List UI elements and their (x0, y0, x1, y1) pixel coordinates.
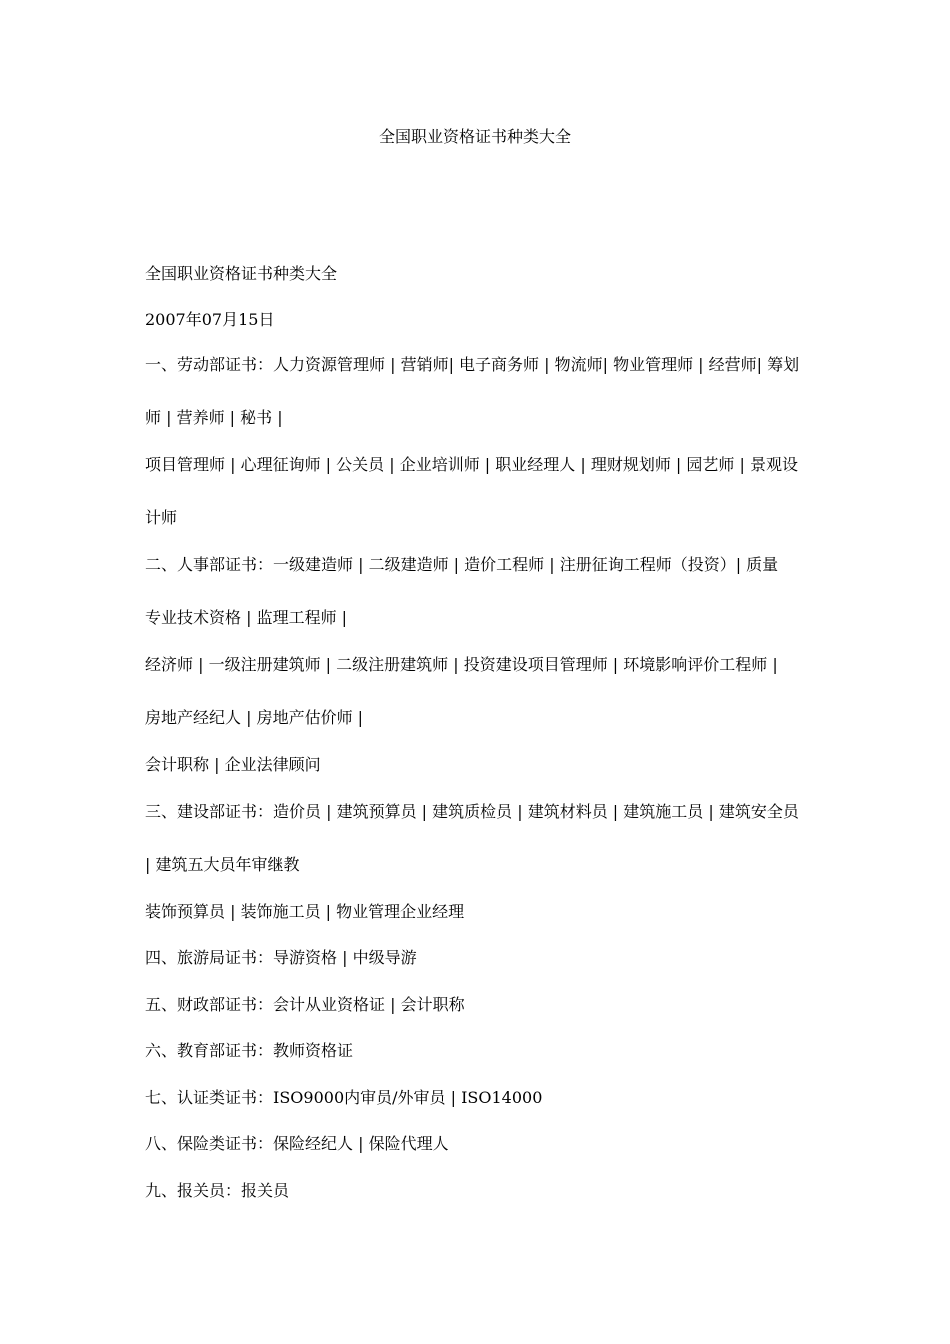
paragraph-line: 五、财政部证书：会计从业资格证 | 会计职称 (145, 995, 465, 1014)
paragraph-line: 四、旅游局证书：导游资格 | 中级导游 (145, 948, 417, 967)
paragraph-line: 七、认证类证书：ISO9000内审员/外审员 | ISO14000 (145, 1088, 543, 1107)
paragraph-line: 二、人事部证书：一级建造师 | 二级建造师 | 造价工程师 | 注册征询工程师（投资）| 质量 (145, 555, 779, 574)
paragraph-line: 计师 (145, 508, 178, 527)
document-title: 全国职业资格证书种类大全 (378, 127, 571, 146)
paragraph-line: 师 | 营养师 | 秘书 | (145, 408, 283, 427)
paragraph-line: 房地产经纪人 | 房地产估价师 | (145, 708, 364, 727)
paragraph-line: 八、保险类证书：保险经纪人 | 保险代理人 (145, 1134, 449, 1153)
paragraph-line: | 建筑五大员年审继教 (145, 855, 300, 874)
paragraph-line: 六、教育部证书：教师资格证 (145, 1041, 354, 1060)
paragraph-line: 专业技术资格 | 监理工程师 | (145, 608, 348, 627)
document-date: 2007年07月15日 (145, 310, 275, 329)
paragraph-line: 会计职称 | 企业法律顾问 (145, 755, 321, 774)
paragraph-line: 经济师 | 一级注册建筑师 | 二级注册建筑师 | 投资建设项目管理师 | 环境影响评价工程师 | (145, 655, 778, 674)
paragraph-line: 项目管理师 | 心理征询师 | 公关员 | 企业培训师 | 职业经理人 | 理财规划师 | 园艺师 | 景观设 (145, 455, 798, 474)
paragraph-line: 三、建设部证书：造价员 | 建筑预算员 | 建筑质检员 | 建筑材料员 | 建筑施工员 | 建筑安全员 (145, 802, 799, 821)
document-heading: 全国职业资格证书种类大全 (145, 264, 338, 283)
paragraph-line: 一、劳动部证书：人力资源管理师 | 营销师| 电子商务师 | 物流师| 物业管理师 | 经营师| 筹划 (145, 355, 800, 374)
paragraph-line: 九、报关员：报关员 (145, 1181, 290, 1200)
paragraph-line: 装饰预算员 | 装饰施工员 | 物业管理企业经理 (145, 902, 465, 921)
